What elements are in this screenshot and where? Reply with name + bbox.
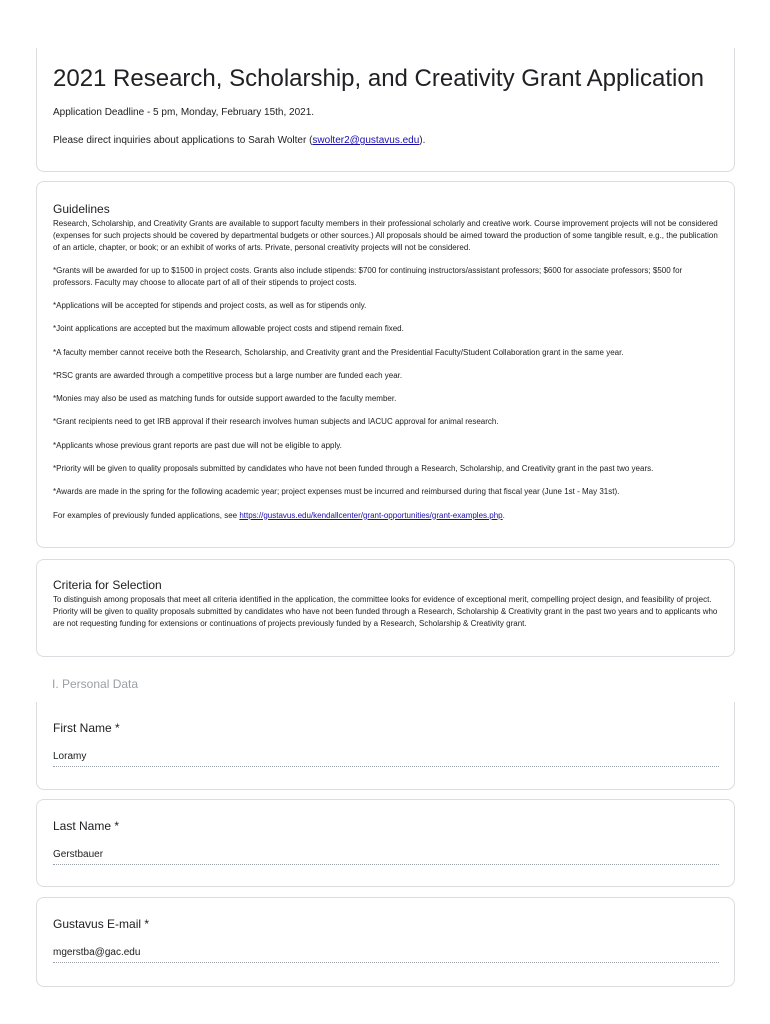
- first-name-label: First Name *: [53, 721, 120, 735]
- criteria-card: [36, 559, 735, 657]
- inquiry-prefix: Please direct inquiries about applications to Sarah Wolter (: [53, 135, 313, 146]
- form-header-card: [36, 48, 735, 172]
- inquiry-suffix: ).: [419, 135, 426, 146]
- guidelines-card: [36, 181, 735, 548]
- examples-prefix: For examples of previously funded applications, see: [53, 510, 240, 520]
- last-name-label: Last Name *: [53, 819, 120, 833]
- guideline-paragraph: *Monies may also be used as matching funds for outside support awarded to the faculty member.: [53, 394, 397, 404]
- form-title: 2021 Research, Scholarship, and Creativity Grant Application: [53, 65, 705, 92]
- question-email: [36, 897, 735, 987]
- question-first-name: [36, 702, 735, 790]
- examples-suffix: .: [502, 510, 505, 520]
- guideline-paragraph: *RSC grants are awarded through a competitive process but a large number are funded each year.: [53, 370, 403, 380]
- email-field[interactable]: mgerstba@gac.edu: [53, 946, 719, 963]
- criteria-text: To distinguish among proposals that meet all criteria identified in the application, the committee looks for evidence of exceptional merit, compelling project design, and feasibility of project. Priority will be given to quality proposals submitted by candidates who have not been funded through a Research, Scholarship & Creativity grant in the past two years and to applicants who are not requesting funding for extensions or continuations of projects previously funded by a Research, Scholarship & Creativity grant.: [53, 595, 718, 628]
- section-personal-data: I. Personal Data: [52, 677, 139, 691]
- inquiry-email-link[interactable]: swolter2@gustavus.edu: [312, 135, 420, 146]
- examples-link[interactable]: https://gustavus.edu/kendallcenter/grant-opportunities/grant-examples.php: [239, 510, 503, 520]
- examples-text: [53, 510, 718, 522]
- guideline-paragraph: *A faculty member cannot receive both the Research, Scholarship, and Creativity grant and the Presidential Faculty/Student Collaboration grant in the same year.: [53, 347, 624, 357]
- guideline-paragraph: *Grant recipients need to get IRB approval if their research involves human subjects and IACUC approval for animal research.: [53, 417, 499, 427]
- application-deadline: Application Deadline - 5 pm, Monday, February 15th, 2021.: [53, 107, 315, 118]
- guideline-paragraph: *Priority will be given to quality proposals submitted by candidates who have not been funded through a Research, Scholarship, and Creativity grant in the past two years.: [53, 464, 654, 474]
- last-name-field[interactable]: Gerstbauer: [53, 848, 719, 865]
- guideline-paragraph: *Awards are made in the spring for the following academic year; project expenses must be incurred and reimbursed during that fiscal year (June 1st - May 31st).: [53, 487, 620, 497]
- guideline-paragraph: Research, Scholarship, and Creativity Grants are available to support faculty members in their professional scholarly and creative work. Course improvement projects will not be considered (expenses for such projects should be covered by departmental budgets or other sources.) All proposals should be aimed toward the production of some tangible result, e.g., the publication of an article, chapter, or book; or an exhibit of works of arts. Private, personal creativity projects will not be considered.: [53, 219, 718, 252]
- guideline-paragraph: *Joint applications are accepted but the maximum allowable project costs and stipend remain fixed.: [53, 324, 404, 334]
- first-name-field[interactable]: Loramy: [53, 750, 719, 767]
- guideline-paragraph: *Applicants whose previous grant reports are past due will not be eligible to apply.: [53, 440, 342, 450]
- guideline-paragraph: *Grants will be awarded for up to $1500 in project costs. Grants also include stipends: $700 for continuing instructors/assistant professors; $600 for associate professors; $500 for professors. Faculty may choose to allocate part of all of their stipends to project costs.: [53, 265, 683, 287]
- guideline-paragraph: *Applications will be accepted for stipends and project costs, as well as for stipends only.: [53, 300, 367, 310]
- criteria-title: Criteria for Selection: [53, 578, 162, 592]
- inquiry-text: [53, 134, 718, 148]
- guidelines-title: Guidelines: [53, 202, 110, 216]
- question-last-name: [36, 799, 735, 887]
- email-label: Gustavus E-mail *: [53, 917, 150, 931]
